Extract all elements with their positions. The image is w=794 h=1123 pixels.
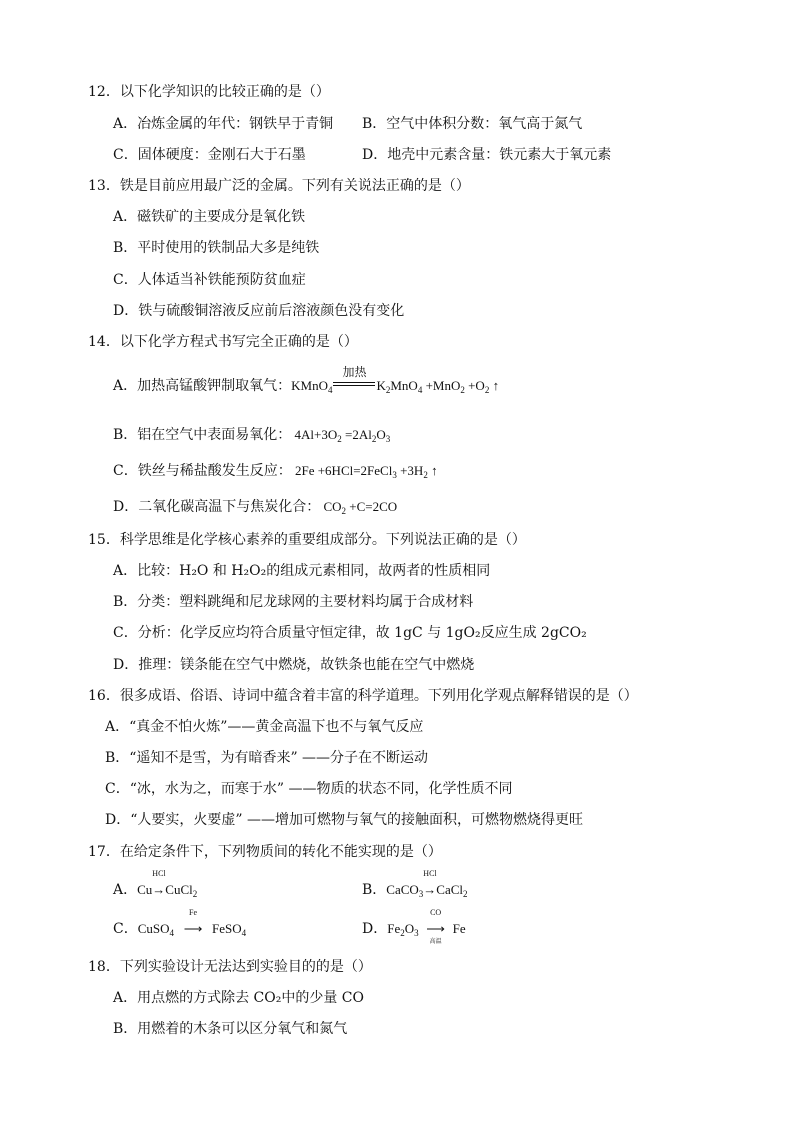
q14-option-c [113, 461, 438, 481]
q17-b-condition: HCl [423, 869, 437, 878]
right-arrow-icon: CO ⟶ 高温 [419, 919, 453, 939]
q17-option-c: C．CuSO$_4$ Fe ⟶ FeSO$_4$ [113, 908, 247, 938]
q17-c-condition: Fe [189, 908, 198, 917]
q12-option-b: B．空气中体积分数：氧气高于氮气 [362, 116, 583, 132]
q17-stem: 17．在给定条件下，下列物质间的转化不能实现的是（） [88, 844, 442, 860]
q16-option-c: C．“冰，水为之，而寒于水” ——物质的状态不同，化学性质不同 [105, 781, 513, 797]
q14-c-equation: 2Fe +6HCl=2FeCl$_3$ $+3H_2$ ↑ [291, 463, 438, 480]
q18-option-a: A．用点燃的方式除去 CO₂中的少量 CO [113, 990, 365, 1006]
q17-c-label: C． [113, 921, 138, 937]
q15-stem: 15．科学思维是化学核心素养的重要组成部分。下列说法正确的是（） [88, 532, 526, 548]
q15-option-a: A．比较：H₂O 和 H₂O₂的组成元素相同，故两者的性质相同 [113, 563, 491, 579]
q14-b-text: B．铝在空气中表面易氧化： [113, 427, 292, 443]
q16-stem: 16．很多成语、俗语、诗词中蕴含着丰富的科学道理。下列用化学观点解释错误的是（） [88, 688, 638, 704]
q12-option-d: D．地壳中元素含量：铁元素大于氧元素 [362, 147, 612, 163]
q17-d-label: D． [362, 921, 388, 937]
q17-d-condition: CO [430, 908, 442, 917]
q15-option-c: C．分析：化学反应均符合质量守恒定律，故 1gC 与 1gO₂反应生成 2gCO₂ [113, 625, 587, 641]
q13-stem: 13．铁是目前应用最广泛的金属。下列有关说法正确的是（） [88, 178, 470, 194]
q12-option-c: C．固体硬度：金刚石大于石墨 [113, 147, 306, 163]
q14-d-equation: $CO_2 +C=2CO$ [320, 499, 398, 516]
q12-option-a: A．冶炼金属的年代：钢铁早于青铜 [113, 116, 334, 132]
q14-b-equation: $4Al+3O_2 =2Al_2O_3$ [291, 427, 391, 444]
q14-option-a [113, 365, 500, 396]
q16-option-a: A．“真金不怕火炼”——黄金高温下也不与氧气反应 [105, 719, 424, 735]
q12-stem: 12．以下化学知识的比较正确的是（） [88, 84, 330, 100]
q17-option-d: D．$Fe_2O_3$ CO ⟶ 高温 Fe [362, 908, 466, 945]
q13-option-c: C．人体适当补铁能预防贫血症 [113, 272, 306, 288]
q17-option-b: B．CaCO$_3$ HCl →CaCl$_2$ [362, 869, 468, 899]
q14-d-text: D．二氧化碳高温下与焦炭化合： [113, 499, 321, 515]
q14-stem: 14．以下化学方程式书写完全正确的是（） [88, 334, 358, 350]
q17-a-label: A． [113, 882, 138, 898]
q15-option-b: B．分类：塑料跳绳和尼龙球网的主要材料均属于合成材料 [113, 594, 474, 610]
q13-option-d: D．铁与硫酸铜溶液反应前后溶液颜色没有变化 [113, 303, 405, 319]
right-arrow-icon: Fe ⟶ [174, 919, 212, 939]
q14-a-text: A．加热高锰酸钾制取氧气： [113, 378, 292, 394]
q17-d-condition-below: 高温 [429, 939, 442, 945]
q14-c-text: C．铁丝与稀盐酸发生反应： [113, 463, 292, 479]
right-arrow-icon: HCl → [152, 869, 166, 897]
q13-option-b: B．平时使用的铁制品大多是纯铁 [113, 240, 320, 256]
q17-option-a: A．Cu HCl →CuCl$_2$ [113, 869, 198, 899]
condition-arrow [333, 365, 375, 386]
q17-a-condition: HCl [152, 869, 166, 878]
q18-option-b: B．用燃着的木条可以区分氧气和氮气 [113, 1021, 348, 1037]
q14-option-d [113, 497, 397, 517]
q14-a-condition: 加热 [342, 365, 367, 379]
q16-option-b: B．“遥知不是雪，为有暗香来” ——分子在不断运动 [105, 750, 429, 766]
q13-option-a: A．磁铁矿的主要成分是氧化铁 [113, 209, 306, 225]
q14-a-equation: KMnO$_4$ 加热 $K_2MnO_4 +MnO_2 +O_2$ ↑ [291, 365, 500, 395]
q17-b-label: B． [362, 882, 387, 898]
q16-option-d: D．“人要实，火要虚” ——增加可燃物与氧气的接触面积，可燃物燃烧得更旺 [105, 812, 583, 828]
q18-stem: 18．下列实验设计无法达到实验目的的是（） [88, 959, 372, 975]
right-arrow-icon: HCl → [423, 869, 437, 897]
q15-option-d: D．推理：镁条能在空气中燃烧，故铁条也能在空气中燃烧 [113, 657, 475, 673]
q14-option-b [113, 425, 390, 445]
